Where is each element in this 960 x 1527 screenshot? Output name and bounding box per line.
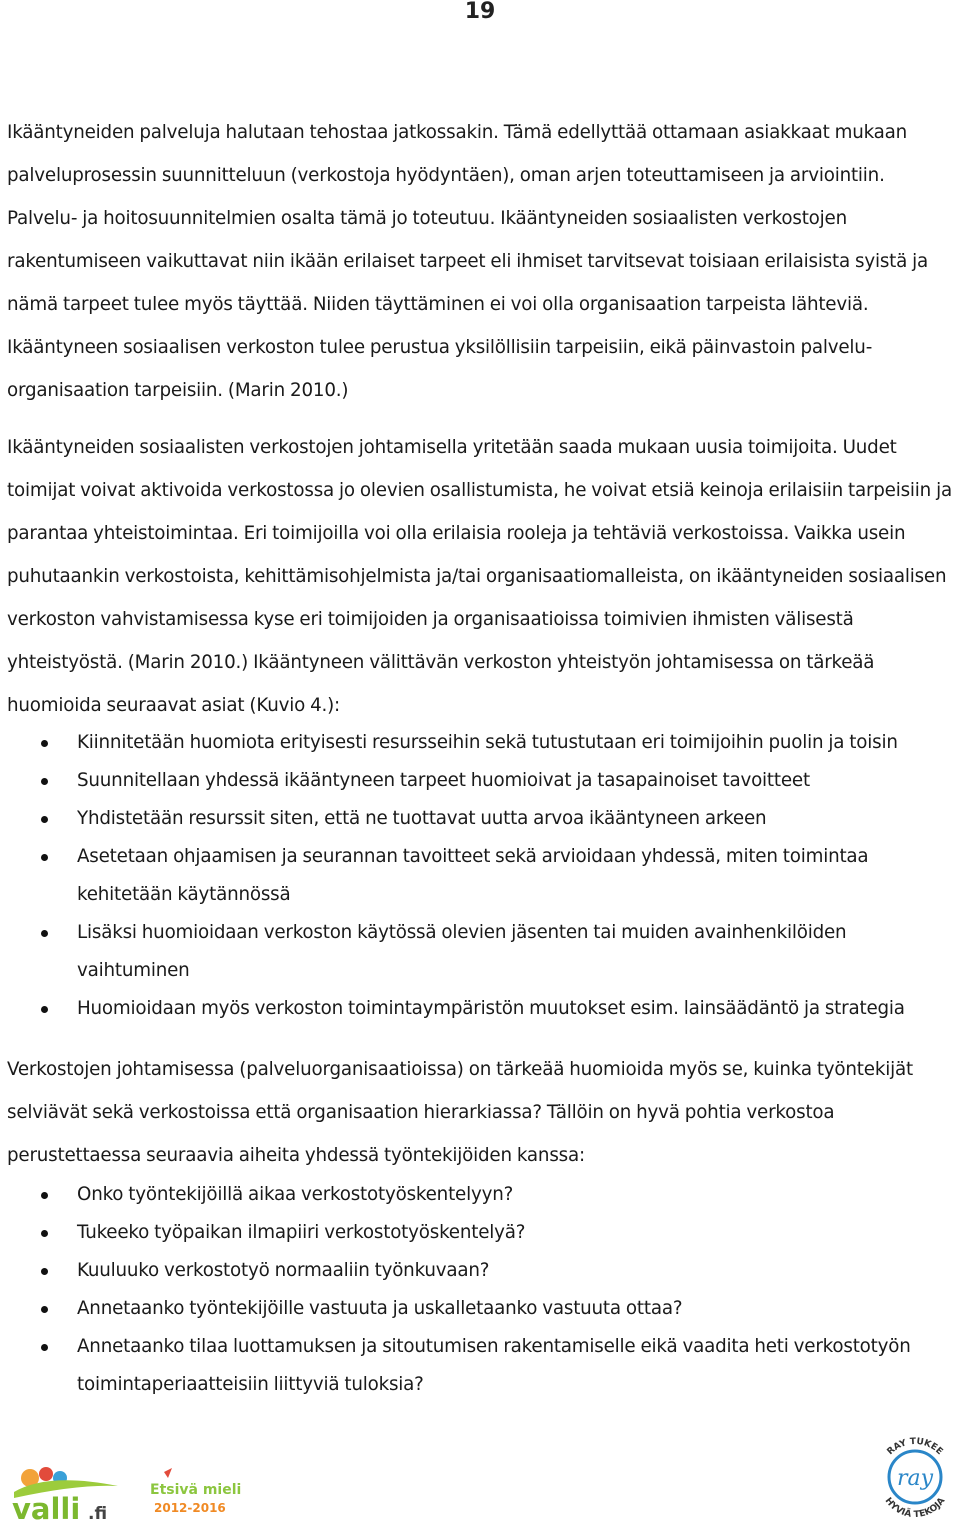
list-item-text: Huomioidaan myös verkoston toimintaympäristön muutokset esim. lainsäädäntö ja strategia — [77, 998, 905, 1019]
bullet-icon — [41, 854, 48, 861]
paragraph-2: Ikääntyneiden sosiaalisten verkostojen johtamisella yritetään saada mukaan uusia toimijoita. Uudet toimijat voivat aktivoida verkostossa jo olevien osallistumista, he voivat etsiä keinoja erilaisiin tarpeisiin ja parantaa yhteistoimintaa. Eri toimijoilla voi olla erilaisia rooleja ja tehtäviä verkostoissa. Vaikka usein puhutaankin verkostoista, kehittämisohjelmista ja/tai organisaatiomalleista, on ikääntyneiden sosiaalisen verkoston vahvistamisessa kyse eri toimijoiden ja organisaatioissa toimivien ihmisten välisestä yhteistyöstä. (Marin 2010.) Ikääntyneen välittävän verkoston yhteistyön johtamisessa on tärkeää huomioida seuraavat asiat (Kuvio 4.): — [7, 437, 952, 716]
list-item-text: Annetaanko työntekijöille vastuuta ja uskalletaanko vastuuta ottaa? — [77, 1298, 683, 1319]
bullet-icon — [41, 1306, 48, 1313]
valli-logo-suffix: .fi — [88, 1504, 108, 1524]
list-item — [0, 762, 960, 800]
list-item — [0, 990, 960, 1028]
list-item-text: Kiinnitetään huomiota erityisesti resursseihin sekä tutustutaan eri toimijoihin puolin ja toisin — [77, 732, 898, 753]
paragraph-3: Verkostojen johtamisessa (palveluorganisaatioissa) on tärkeää huomioida myös se, kuinka työntekijät selviävät sekä verkostoissa että organisaation hierarkiassa? Tällöin on hyvä pohtia verkostoa perustettaessa seuraavia aiheita yhdessä työntekijöiden kanssa: — [7, 1059, 913, 1166]
list-item-text: Lisäksi huomioidaan verkoston käytössä olevien jäsenten tai muiden avainhenkilöiden vaihtuminen — [77, 922, 847, 981]
bullet-icon — [41, 1006, 48, 1013]
bullet-list-network-management — [0, 724, 960, 1028]
etsiva-logo-mark — [164, 1468, 172, 1478]
valli-logo-dot-red — [39, 1467, 53, 1481]
page-number: 19 — [464, 0, 496, 24]
bullet-icon — [41, 1192, 48, 1199]
list-item-text: Yhdistetään resurssit siten, että ne tuottavat uutta arvoa ikääntyneen arkeen — [77, 808, 767, 829]
list-item-text: Tukeeko työpaikan ilmapiiri verkostotyöskentelyä? — [77, 1222, 526, 1243]
bullet-icon — [41, 816, 48, 823]
paragraph-1: Ikääntyneiden palveluja halutaan tehostaa jatkossakin. Tämä edellyttää ottamaan asiakkaat mukaan palveluprosessin suunnitteluun (verkostoja hyödyntäen), oman arjen toteuttamiseen ja arviointiin. Palvelu- ja hoitosuunnitelmien osalta tämä jo toteutuu. Ikääntyneiden sosiaalisten verkostojen rakentumiseen vaikuttavat niin ikään erilaiset tarpeet eli ihmiset tarvitsevat toisiaan erilaisista syistä ja nämä tarpeet tulee myös täyttää. Niiden täyttäminen ei voi olla organisaation tarpeista lähteviä. Ikääntyneen sosiaalisen verkoston tulee perustua yksilöllisiin tarpeisiin, eikä päinvastoin palvelu-organisaation tarpeisiin. (Marin 2010.) — [7, 122, 929, 401]
list-item — [0, 1252, 960, 1290]
list-item — [0, 800, 960, 838]
ray-logo-bottom-text: HYVIÄ TEKOJA — [882, 1496, 948, 1521]
etsiva-logo-title: Etsivä mieli — [150, 1482, 242, 1498]
list-item — [0, 838, 960, 914]
valli-logo-text: valli — [12, 1492, 81, 1524]
list-item-text: Onko työntekijöillä aikaa verkostotyöskentelyyn? — [77, 1184, 514, 1205]
ray-logo-top-text: RAY TUKEE — [885, 1436, 945, 1458]
bullet-icon — [41, 1344, 48, 1351]
list-item — [0, 1290, 960, 1328]
bullet-icon — [41, 930, 48, 937]
valli-logo[interactable] — [8, 1462, 130, 1524]
bullet-icon — [41, 1268, 48, 1275]
bullet-icon — [41, 1230, 48, 1237]
bullet-icon — [41, 778, 48, 785]
list-item-text: Annetaanko tilaa luottamuksen ja sitoutumisen rakentamiselle eikä vaadita heti verkostotyön toimintaperiaatteisiin liittyviä tuloksia? — [77, 1336, 911, 1395]
bullet-icon — [41, 740, 48, 747]
list-item-text: Asetetaan ohjaamisen ja seurannan tavoitteet sekä arvioidaan yhdessä, miten toimintaa kehitetään käytännössä — [77, 846, 869, 905]
ray-logo-wordmark: ray — [896, 1466, 934, 1491]
list-item — [0, 1328, 960, 1404]
etsiva-logo-years: 2012-2016 — [154, 1501, 226, 1515]
list-item — [0, 724, 960, 762]
list-item-text: Kuuluuko verkostotyö normaaliin työnkuvaan? — [77, 1260, 490, 1281]
list-item — [0, 1214, 960, 1252]
bullet-list-employee-questions — [0, 1176, 960, 1404]
ray-logo[interactable] — [870, 1430, 960, 1524]
list-item-text: Suunnitellaan yhdessä ikääntyneen tarpeet huomioivat ja tasapainoiset tavoitteet — [77, 770, 810, 791]
list-item — [0, 1176, 960, 1214]
etsiva-mieli-logo[interactable] — [144, 1466, 250, 1522]
list-item — [0, 914, 960, 990]
